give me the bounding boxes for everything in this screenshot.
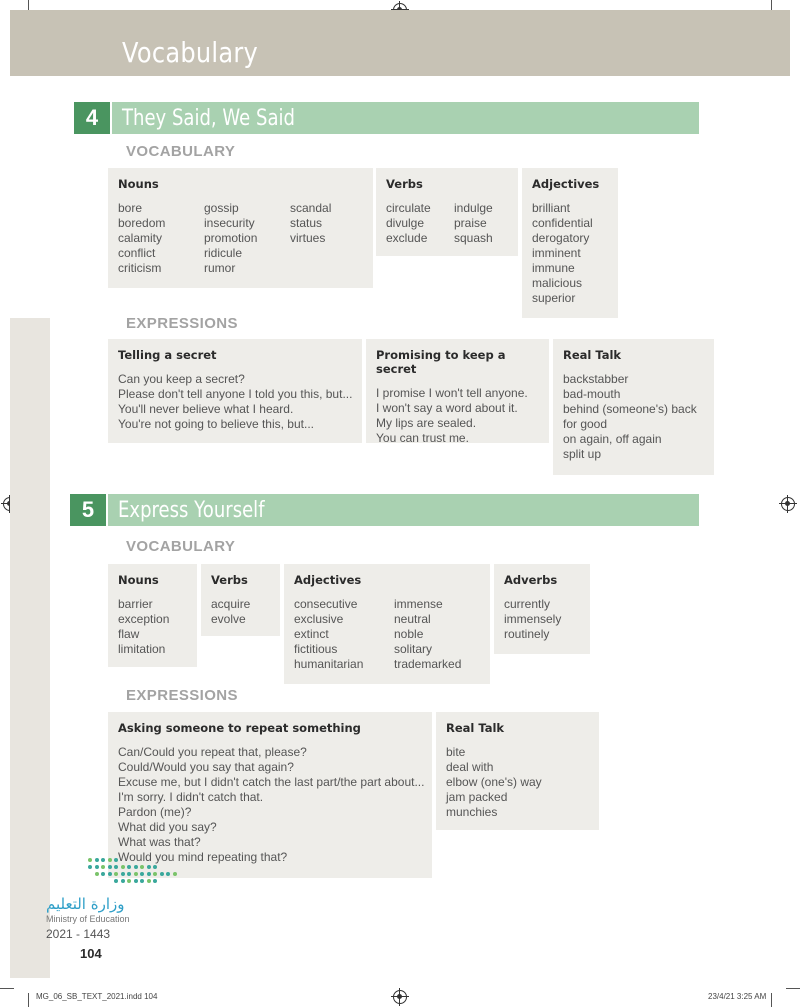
noun-word: ridicule: [204, 246, 243, 260]
expression-line: I promise I won't tell anyone.: [376, 386, 528, 400]
adjective-word: superior: [532, 291, 576, 305]
logo-dot: [134, 872, 138, 876]
telling-a-secret-heading: Telling a secret: [118, 348, 217, 362]
section-5-number: 5: [70, 494, 106, 526]
ministry-logo-icon: [88, 858, 180, 888]
registration-mark-icon: [781, 497, 795, 511]
logo-dot: [153, 872, 157, 876]
logo-dot: [101, 872, 105, 876]
asking-to-repeat-box: [108, 712, 432, 878]
logo-dot: [153, 865, 157, 869]
verb-word: evolve: [211, 612, 246, 626]
expression-line: What did you say?: [118, 820, 217, 834]
section-4-nouns-box: [108, 168, 373, 288]
logo-dot: [140, 872, 144, 876]
logo-dot: [153, 879, 157, 883]
adjective-word: derogatory: [532, 231, 590, 245]
promising-box: [366, 339, 549, 443]
logo-dot: [101, 865, 105, 869]
adjective-word: exclusive: [294, 612, 344, 626]
logo-dot: [121, 872, 125, 876]
expression-line: What was that?: [118, 835, 201, 849]
noun-word: boredom: [118, 216, 166, 230]
verb-word: praise: [454, 216, 487, 230]
expression-line: I won't say a word about it.: [376, 401, 518, 415]
section-5-title: Express Yourself: [118, 497, 265, 523]
section-4-adjectives-box: [522, 168, 618, 318]
logo-dot: [160, 872, 164, 876]
crop-mark: [771, 993, 772, 1007]
noun-word: gossip: [204, 201, 239, 215]
page-title: Vocabulary: [122, 36, 259, 69]
crop-mark: [28, 993, 29, 1007]
logo-dot: [147, 872, 151, 876]
section-5-adjectives-box: [284, 564, 490, 684]
adjective-word: brilliant: [532, 201, 571, 215]
logo-dot: [140, 879, 144, 883]
logo-dot: [121, 879, 125, 883]
file-name-slug: MG_06_SB_TEXT_2021.indd 104: [36, 992, 158, 1001]
asking-to-repeat-heading: Asking someone to repeat something: [118, 721, 361, 735]
logo-dot: [134, 879, 138, 883]
expression-line: Excuse me, but I didn't catch the last part/the part about...: [118, 775, 425, 789]
adjective-word: immense: [394, 597, 443, 611]
logo-dot: [121, 865, 125, 869]
adjective-word: confidential: [532, 216, 593, 230]
logo-dot: [108, 858, 112, 862]
section-4-expressions-heading: EXPRESSIONS: [126, 315, 238, 332]
logo-dot: [173, 872, 177, 876]
logo-dot: [140, 865, 144, 869]
logo-dot: [95, 858, 99, 862]
adverb-word: currently: [504, 597, 551, 611]
real-talk-item: for good: [563, 417, 608, 431]
section-5-verbs-box: [201, 564, 280, 636]
expression-line: Can/Could you repeat that, please?: [118, 745, 307, 759]
noun-word: exception: [118, 612, 170, 626]
real-talk-item: bite: [446, 745, 466, 759]
adjectives-heading: Adjectives: [532, 177, 600, 191]
adjective-word: malicious: [532, 276, 583, 290]
adverbs-heading: Adverbs: [504, 573, 558, 587]
logo-dot: [147, 879, 151, 883]
noun-word: barrier: [118, 597, 153, 611]
section-5-title-bar: [108, 494, 699, 526]
academic-year: 2021 - 1443: [46, 927, 111, 941]
real-talk-item: bad-mouth: [563, 387, 621, 401]
logo-dot: [108, 872, 112, 876]
verb-word: circulate: [386, 201, 431, 215]
real-talk-heading: Real Talk: [563, 348, 622, 362]
section-5-expressions-heading: EXPRESSIONS: [126, 687, 238, 704]
section-5-adverbs-box: [494, 564, 590, 654]
noun-word: status: [290, 216, 323, 230]
adjectives-heading: Adjectives: [294, 573, 362, 587]
adverb-word: immensely: [504, 612, 562, 626]
registration-mark-icon: [393, 990, 407, 1004]
logo-dot: [127, 879, 131, 883]
telling-a-secret-box: [108, 339, 362, 443]
section-5-real-talk-box: [436, 712, 599, 830]
ministry-english-name: Ministry of Education: [46, 914, 130, 924]
adjective-word: humanitarian: [294, 657, 364, 671]
expression-line: You're not going to believe this, but...: [118, 417, 314, 431]
adjective-word: consecutive: [294, 597, 358, 611]
logo-dot: [88, 858, 92, 862]
real-talk-item: split up: [563, 447, 602, 461]
adjective-word: imminent: [532, 246, 581, 260]
noun-word: scandal: [290, 201, 332, 215]
verb-word: acquire: [211, 597, 251, 611]
logo-dot: [127, 872, 131, 876]
real-talk-item: backstabber: [563, 372, 629, 386]
promising-heading: Promising to keep a secret: [376, 348, 506, 376]
adverb-word: routinely: [504, 627, 550, 641]
nouns-heading: Nouns: [118, 177, 159, 191]
real-talk-item: deal with: [446, 760, 494, 774]
real-talk-item: behind (someone's) back: [563, 402, 697, 416]
verbs-heading: Verbs: [386, 177, 423, 191]
adjective-word: noble: [394, 627, 424, 641]
logo-dot: [147, 865, 151, 869]
expression-line: Please don't tell anyone I told you this, but...: [118, 387, 353, 401]
section-5-vocabulary-heading: VOCABULARY: [126, 538, 236, 555]
noun-word: conflict: [118, 246, 156, 260]
logo-dot: [114, 865, 118, 869]
crop-mark: [0, 988, 14, 989]
real-talk-item: munchies: [446, 805, 498, 819]
section-5-nouns-box: [108, 564, 197, 667]
expression-line: Can you keep a secret?: [118, 372, 245, 386]
verbs-heading: Verbs: [211, 573, 248, 587]
expression-line: My lips are sealed.: [376, 416, 477, 430]
noun-word: flaw: [118, 627, 140, 641]
expression-line: I'm sorry. I didn't catch that.: [118, 790, 264, 804]
logo-dot: [114, 858, 118, 862]
logo-dot: [166, 872, 170, 876]
logo-dot: [101, 858, 105, 862]
logo-dot: [134, 865, 138, 869]
section-4-verbs-box: [376, 168, 518, 256]
logo-dot: [127, 865, 131, 869]
noun-word: rumor: [204, 261, 236, 275]
noun-word: promotion: [204, 231, 258, 245]
real-talk-item: on again, off again: [563, 432, 662, 446]
expression-line: Pardon (me)?: [118, 805, 192, 819]
crop-mark: [786, 988, 800, 989]
logo-dot: [114, 879, 118, 883]
logo-dot: [114, 872, 118, 876]
section-4-title: They Said, We Said: [122, 105, 295, 131]
noun-word: insecurity: [204, 216, 255, 230]
noun-word: limitation: [118, 642, 166, 656]
page-number: 104: [80, 946, 102, 961]
adjective-word: neutral: [394, 612, 431, 626]
section-4-title-bar: [112, 102, 699, 134]
real-talk-heading: Real Talk: [446, 721, 505, 735]
verb-word: exclude: [386, 231, 428, 245]
verb-word: indulge: [454, 201, 493, 215]
adjective-word: immune: [532, 261, 575, 275]
section-4-vocabulary-heading: VOCABULARY: [126, 143, 236, 160]
expression-line: You can trust me.: [376, 431, 469, 445]
noun-word: calamity: [118, 231, 163, 245]
section-4-real-talk-box: [553, 339, 714, 475]
real-talk-item: jam packed: [446, 790, 508, 804]
verb-word: divulge: [386, 216, 425, 230]
adjective-word: solitary: [394, 642, 433, 656]
logo-dot: [88, 865, 92, 869]
logo-dot: [95, 872, 99, 876]
adjective-word: fictitious: [294, 642, 338, 656]
noun-word: criticism: [118, 261, 162, 275]
expression-line: Would you mind repeating that?: [118, 850, 288, 864]
expression-line: You'll never believe what I heard.: [118, 402, 294, 416]
real-talk-item: elbow (one's) way: [446, 775, 542, 789]
noun-word: virtues: [290, 231, 326, 245]
noun-word: bore: [118, 201, 143, 215]
logo-dot: [95, 865, 99, 869]
verb-word: squash: [454, 231, 493, 245]
nouns-heading: Nouns: [118, 573, 159, 587]
left-margin-strip: [10, 318, 50, 978]
adjective-word: trademarked: [394, 657, 462, 671]
adjective-word: extinct: [294, 627, 329, 641]
section-4-number: 4: [74, 102, 110, 134]
expression-line: Could/Would you say that again?: [118, 760, 294, 774]
ministry-arabic-name: وزارة التعليم: [46, 895, 125, 913]
print-timestamp: 23/4/21 3:25 AM: [708, 992, 767, 1001]
logo-dot: [108, 865, 112, 869]
